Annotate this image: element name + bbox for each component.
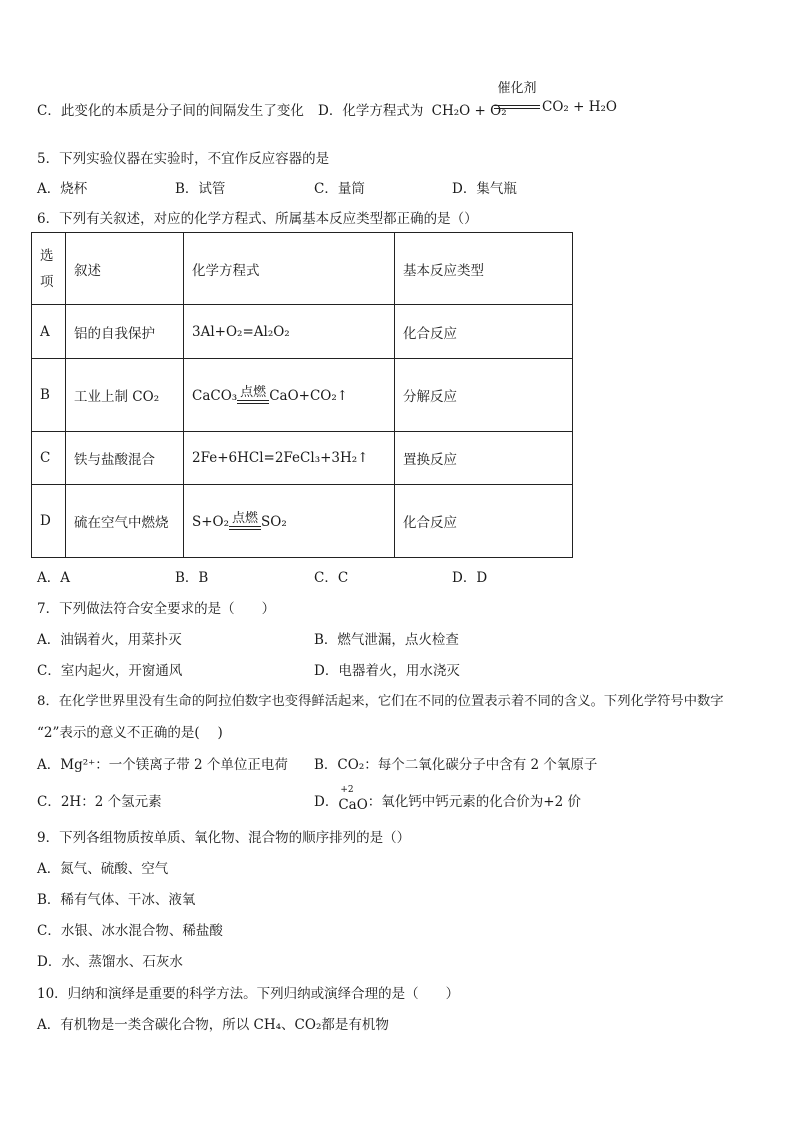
q6-table bbox=[31, 232, 573, 558]
table-row: A 铝的自我保护 3Al+O₂=Al₂O₂ 化合反应 bbox=[32, 305, 573, 359]
q4-option-c: C．此变化的本质是分子间的间隔发生了变化 bbox=[37, 103, 304, 119]
q8-stem-line1: 8．在化学世界里没有生命的阿拉伯数字也变得鲜活起来，它们在不同的位置表示着不同的含义。下列化学符号中数字 bbox=[37, 694, 724, 709]
q7-stem: 7．下列做法符合安全要求的是（ ） bbox=[37, 601, 276, 617]
table-row: D 硫在空气中燃烧 S+O₂ 点燃 SO₂ 化合反应 bbox=[32, 485, 573, 558]
q8-option-d: D． +2 CaO：氧化钙中钙元素的化合价为+2 价 bbox=[314, 785, 581, 813]
valence-formula: +2 CaO bbox=[338, 785, 368, 813]
q8-option-c: C．2H：2 个氢元素 bbox=[37, 794, 162, 810]
q8-option-b: B．CO₂：每个二氧化碳分子中含有 2 个氧原子 bbox=[314, 757, 598, 773]
q4-catalyst-arrow bbox=[492, 82, 542, 109]
q4-option-d: D．化学方程式为 CH₂O + O₂ bbox=[318, 103, 507, 119]
header-description: 叙述 bbox=[66, 233, 184, 305]
q6-stem: 6．下列有关叙述，对应的化学方程式、所属基本反应类型都正确的是（） bbox=[37, 211, 478, 227]
q6-option-a: A．A bbox=[37, 570, 70, 586]
q10-option-a: A．有机物是一类含碳化合物，所以 CH₄、CO₂都是有机物 bbox=[37, 1017, 389, 1033]
q8-stem-line2: “2”表示的意义不正确的是( ) bbox=[37, 725, 223, 741]
q10-stem: 10．归纳和演绎是重要的科学方法。下列归纳或演绎合理的是（ ） bbox=[37, 986, 460, 1002]
q9-option-d: D．水、蒸馏水、石灰水 bbox=[37, 954, 183, 970]
q4-d-prefix: D．化学方程式为 bbox=[318, 103, 424, 119]
q5-option-c: C．量筒 bbox=[314, 181, 365, 197]
q4-products: CO₂ + H₂O bbox=[542, 99, 617, 115]
q9-option-a: A．氮气、硫酸、空气 bbox=[37, 861, 169, 877]
q9-option-b: B．稀有气体、干冰、液氧 bbox=[37, 892, 196, 908]
header-option: 选项 bbox=[32, 233, 66, 305]
q8-option-a: A．Mg²⁺：一个镁离子带 2 个单位正电荷 bbox=[37, 757, 288, 773]
condition-arrow: 点燃 bbox=[237, 386, 269, 404]
condition-arrow: 点燃 bbox=[229, 512, 261, 530]
q9-option-c: C．水银、冰水混合物、稀盐酸 bbox=[37, 923, 223, 939]
table-row: C 铁与盐酸混合 2Fe+6HCl=2FeCl₃+3H₂↑ 置换反应 bbox=[32, 432, 573, 485]
q7-option-a: A．油锅着火，用菜扑灭 bbox=[37, 632, 182, 648]
table-row: B 工业上制 CO₂ CaCO₃ 点燃 CaO+CO₂↑ 分解反应 bbox=[32, 359, 573, 432]
q4-catalyst-label: 催化剂 bbox=[497, 81, 537, 96]
q9-stem: 9．下列各组物质按单质、氧化物、混合物的顺序排列的是（） bbox=[37, 830, 411, 846]
q4-reactant-2: O₂ bbox=[490, 103, 507, 119]
header-equation: 化学方程式 bbox=[184, 233, 395, 305]
q6-option-c: C．C bbox=[314, 570, 349, 586]
q6-option-b: B．B bbox=[175, 570, 209, 586]
q6-option-d: D．D bbox=[452, 570, 488, 586]
q5-option-a: A．烧杯 bbox=[37, 181, 88, 197]
q5-option-d: D．集气瓶 bbox=[452, 181, 517, 197]
q5-stem: 5．下列实验仪器在实验时，不宜作反应容器的是 bbox=[37, 151, 330, 167]
table-header-row bbox=[32, 233, 573, 305]
q7-option-d: D．电器着火，用水浇灭 bbox=[314, 663, 460, 679]
q7-option-b: B．燃气泄漏，点火检查 bbox=[314, 632, 459, 648]
q5-option-b: B．试管 bbox=[175, 181, 226, 197]
header-reaction-type: 基本反应类型 bbox=[395, 233, 573, 305]
q4-reactant-1: CH₂O bbox=[431, 103, 471, 119]
q7-option-c: C．室内起火，开窗通风 bbox=[37, 663, 183, 679]
